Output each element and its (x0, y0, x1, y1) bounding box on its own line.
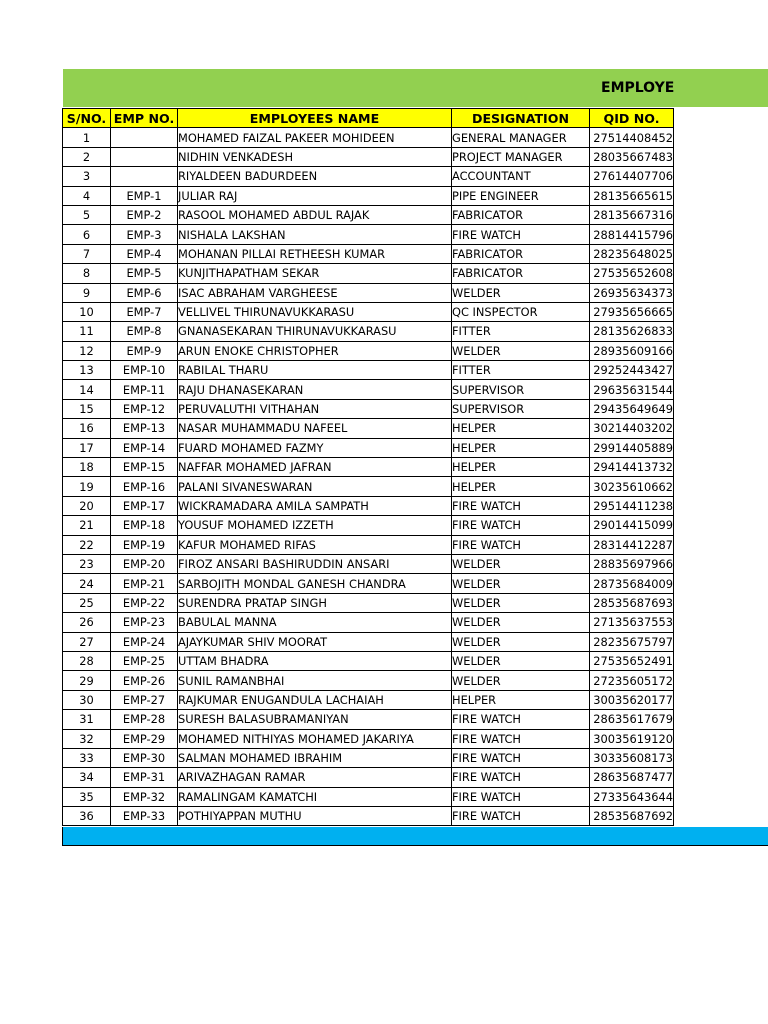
cell-emp-no[interactable]: EMP-12 (111, 399, 178, 418)
cell-employee-name[interactable]: NASAR MUHAMMADU NAFEEL (178, 419, 452, 438)
cell-designation[interactable]: WELDER (452, 554, 590, 573)
table-row (63, 807, 674, 826)
cell-sno[interactable]: 6 (63, 225, 111, 244)
cell-employee-name[interactable]: SALMAN MOHAMED IBRAHIM (178, 748, 452, 767)
employee-table (62, 108, 674, 826)
cell-sno[interactable]: 29 (63, 671, 111, 690)
cell-emp-no[interactable]: EMP-24 (111, 632, 178, 651)
cell-emp-no[interactable]: EMP-6 (111, 283, 178, 302)
table-row (63, 574, 674, 593)
cell-sno[interactable]: 3 (63, 167, 111, 186)
cell-employee-name[interactable]: RAMALINGAM KAMATCHI (178, 787, 452, 806)
header-row (63, 109, 674, 128)
cell-designation[interactable]: SUPERVISOR (452, 380, 590, 399)
cell-employee-name[interactable]: KUNJITHAPATHAM SEKAR (178, 264, 452, 283)
cell-qid-no[interactable]: 28635617679 (590, 710, 674, 729)
table-row (63, 361, 674, 380)
table-row (63, 225, 674, 244)
cell-qid-no[interactable]: 27535652608 (590, 264, 674, 283)
cell-designation[interactable]: HELPER (452, 477, 590, 496)
table-row (63, 516, 674, 535)
table-row (63, 186, 674, 205)
cell-employee-name[interactable]: SUNIL RAMANBHAI (178, 671, 452, 690)
cell-emp-no[interactable]: EMP-11 (111, 380, 178, 399)
cell-designation[interactable]: FIRE WATCH (452, 710, 590, 729)
cell-emp-no[interactable]: EMP-4 (111, 244, 178, 263)
cell-sno[interactable]: 11 (63, 322, 111, 341)
cell-sno[interactable]: 20 (63, 496, 111, 515)
cell-emp-no[interactable]: EMP-14 (111, 438, 178, 457)
cell-designation[interactable]: FABRICATOR (452, 264, 590, 283)
cell-employee-name[interactable]: YOUSUF MOHAMED IZZETH (178, 516, 452, 535)
cell-employee-name[interactable]: UTTAM BHADRA (178, 651, 452, 670)
cell-employee-name[interactable]: ARUN ENOKE CHRISTOPHER (178, 341, 452, 360)
table-row (63, 690, 674, 709)
cell-designation[interactable]: WELDER (452, 671, 590, 690)
table-row (63, 458, 674, 477)
cell-employee-name[interactable]: FUARD MOHAMED FAZMY (178, 438, 452, 457)
table-row (63, 205, 674, 224)
cell-qid-no[interactable]: 28635687477 (590, 768, 674, 787)
cell-sno[interactable]: 34 (63, 768, 111, 787)
cell-sno[interactable]: 16 (63, 419, 111, 438)
table-row (63, 651, 674, 670)
header-designation[interactable]: DESIGNATION (452, 109, 590, 128)
cell-qid-no[interactable]: 28135667316 (590, 205, 674, 224)
cell-sno[interactable]: 28 (63, 651, 111, 670)
cell-employee-name[interactable]: MOHAMED FAIZAL PAKEER MOHIDEEN (178, 128, 452, 147)
cell-employee-name[interactable]: AJAYKUMAR SHIV MOORAT (178, 632, 452, 651)
cell-emp-no[interactable]: EMP-25 (111, 651, 178, 670)
cell-employee-name[interactable]: KAFUR MOHAMED RIFAS (178, 535, 452, 554)
cell-designation[interactable]: FIRE WATCH (452, 535, 590, 554)
cell-employee-name[interactable]: NIDHIN VENKADESH (178, 147, 452, 166)
cell-employee-name[interactable]: RABILAL THARU (178, 361, 452, 380)
cell-qid-no[interactable]: 28314412287 (590, 535, 674, 554)
cell-sno[interactable]: 21 (63, 516, 111, 535)
cell-emp-no[interactable]: EMP-19 (111, 535, 178, 554)
cell-designation[interactable]: WELDER (452, 632, 590, 651)
cell-employee-name[interactable]: RAJU DHANASEKARAN (178, 380, 452, 399)
table-row (63, 554, 674, 573)
cell-designation[interactable]: FIRE WATCH (452, 807, 590, 826)
cell-qid-no[interactable]: 28735684009 (590, 574, 674, 593)
cell-employee-name[interactable]: RAJKUMAR ENUGANDULA LACHAIAH (178, 690, 452, 709)
table-row (63, 613, 674, 632)
cell-emp-no[interactable]: EMP-15 (111, 458, 178, 477)
header-employee-name[interactable]: EMPLOYEES NAME (178, 109, 452, 128)
cell-qid-no[interactable]: 28235675797 (590, 632, 674, 651)
cell-sno[interactable]: 4 (63, 186, 111, 205)
cell-employee-name[interactable]: SURESH BALASUBRAMANIYAN (178, 710, 452, 729)
cell-qid-no[interactable]: 27514408452 (590, 128, 674, 147)
cell-emp-no[interactable]: EMP-32 (111, 787, 178, 806)
cell-qid-no[interactable]: 30035620177 (590, 690, 674, 709)
cell-designation[interactable]: FITTER (452, 322, 590, 341)
cell-designation[interactable]: FABRICATOR (452, 205, 590, 224)
cell-designation[interactable]: SUPERVISOR (452, 399, 590, 418)
cell-employee-name[interactable]: BABULAL MANNA (178, 613, 452, 632)
cell-designation[interactable]: FIRE WATCH (452, 768, 590, 787)
table-row (63, 477, 674, 496)
cell-emp-no[interactable]: EMP-9 (111, 341, 178, 360)
table-row (63, 438, 674, 457)
table-row (63, 167, 674, 186)
cell-designation[interactable]: WELDER (452, 341, 590, 360)
cell-designation[interactable]: FIRE WATCH (452, 787, 590, 806)
cell-emp-no[interactable]: EMP-27 (111, 690, 178, 709)
cell-qid-no[interactable]: 29414413732 (590, 458, 674, 477)
cell-sno[interactable]: 7 (63, 244, 111, 263)
table-row (63, 380, 674, 399)
cell-sno[interactable]: 35 (63, 787, 111, 806)
table-header (63, 109, 674, 128)
footer-bar (62, 827, 768, 846)
cell-emp-no[interactable]: EMP-18 (111, 516, 178, 535)
cell-emp-no[interactable]: EMP-2 (111, 205, 178, 224)
cell-employee-name[interactable]: VELLIVEL THIRUNAVUKKARASU (178, 302, 452, 321)
cell-qid-no[interactable]: 29514411238 (590, 496, 674, 515)
cell-employee-name[interactable]: MOHANAN PILLAI RETHEESH KUMAR (178, 244, 452, 263)
cell-qid-no[interactable]: 28535687692 (590, 807, 674, 826)
cell-designation[interactable]: QC INSPECTOR (452, 302, 590, 321)
cell-qid-no[interactable]: 27535652491 (590, 651, 674, 670)
cell-qid-no[interactable]: 28935609166 (590, 341, 674, 360)
cell-designation[interactable]: FIRE WATCH (452, 225, 590, 244)
cell-qid-no[interactable]: 27614407706 (590, 167, 674, 186)
cell-qid-no[interactable]: 28835697966 (590, 554, 674, 573)
table-row (63, 710, 674, 729)
cell-sno[interactable]: 24 (63, 574, 111, 593)
cell-designation[interactable]: PIPE ENGINEER (452, 186, 590, 205)
cell-emp-no[interactable]: EMP-26 (111, 671, 178, 690)
cell-emp-no[interactable] (111, 167, 178, 186)
cell-qid-no[interactable]: 27335643644 (590, 787, 674, 806)
cell-sno[interactable]: 25 (63, 593, 111, 612)
cell-employee-name[interactable]: ARIVAZHAGAN RAMAR (178, 768, 452, 787)
cell-sno[interactable]: 10 (63, 302, 111, 321)
header-sno[interactable]: S/NO. (63, 109, 111, 128)
table-row (63, 341, 674, 360)
header-qid-no[interactable]: QID NO. (590, 109, 674, 128)
cell-emp-no[interactable]: EMP-7 (111, 302, 178, 321)
cell-sno[interactable]: 14 (63, 380, 111, 399)
cell-emp-no[interactable]: EMP-13 (111, 419, 178, 438)
table-row (63, 399, 674, 418)
cell-designation[interactable]: FIRE WATCH (452, 729, 590, 748)
cell-employee-name[interactable]: PERUVALUTHI VITHAHAN (178, 399, 452, 418)
cell-designation[interactable]: ACCOUNTANT (452, 167, 590, 186)
title-bar (63, 69, 768, 107)
cell-designation[interactable]: FIRE WATCH (452, 748, 590, 767)
cell-employee-name[interactable]: WICKRAMADARA AMILA SAMPATH (178, 496, 452, 515)
cell-qid-no[interactable]: 28135665615 (590, 186, 674, 205)
cell-emp-no[interactable]: EMP-33 (111, 807, 178, 826)
cell-emp-no[interactable]: EMP-21 (111, 574, 178, 593)
table-row (63, 302, 674, 321)
cell-qid-no[interactable]: 27235605172 (590, 671, 674, 690)
cell-emp-no[interactable]: EMP-1 (111, 186, 178, 205)
cell-sno[interactable]: 18 (63, 458, 111, 477)
cell-sno[interactable]: 27 (63, 632, 111, 651)
cell-sno[interactable]: 26 (63, 613, 111, 632)
cell-emp-no[interactable]: EMP-23 (111, 613, 178, 632)
cell-qid-no[interactable]: 27135637553 (590, 613, 674, 632)
cell-emp-no[interactable] (111, 128, 178, 147)
table-row (63, 768, 674, 787)
cell-employee-name[interactable]: RIYALDEEN BADURDEEN (178, 167, 452, 186)
cell-emp-no[interactable]: EMP-28 (111, 710, 178, 729)
cell-emp-no[interactable]: EMP-8 (111, 322, 178, 341)
cell-employee-name[interactable]: MOHAMED NITHIYAS MOHAMED JAKARIYA (178, 729, 452, 748)
cell-emp-no[interactable]: EMP-16 (111, 477, 178, 496)
table-body (63, 128, 674, 826)
cell-employee-name[interactable]: JULIAR RAJ (178, 186, 452, 205)
table-row (63, 535, 674, 554)
sheet-title: EMPLOYE (601, 80, 675, 96)
cell-emp-no[interactable]: EMP-20 (111, 554, 178, 573)
cell-sno[interactable]: 23 (63, 554, 111, 573)
cell-designation[interactable]: FIRE WATCH (452, 496, 590, 515)
cell-sno[interactable]: 36 (63, 807, 111, 826)
cell-sno[interactable]: 17 (63, 438, 111, 457)
cell-employee-name[interactable]: SURENDRA PRATAP SINGH (178, 593, 452, 612)
cell-qid-no[interactable]: 29635631544 (590, 380, 674, 399)
cell-designation[interactable]: HELPER (452, 458, 590, 477)
cell-employee-name[interactable]: NISHALA LAKSHAN (178, 225, 452, 244)
cell-designation[interactable]: HELPER (452, 419, 590, 438)
cell-employee-name[interactable]: FIROZ ANSARI BASHIRUDDIN ANSARI (178, 554, 452, 573)
table-row (63, 671, 674, 690)
cell-qid-no[interactable]: 30214403202 (590, 419, 674, 438)
table-row (63, 128, 674, 147)
cell-qid-no[interactable]: 29914405889 (590, 438, 674, 457)
cell-emp-no[interactable]: EMP-3 (111, 225, 178, 244)
cell-qid-no[interactable]: 29435649649 (590, 399, 674, 418)
cell-sno[interactable]: 22 (63, 535, 111, 554)
cell-designation[interactable]: HELPER (452, 438, 590, 457)
cell-employee-name[interactable]: POTHIYAPPAN MUTHU (178, 807, 452, 826)
cell-qid-no[interactable]: 29014415099 (590, 516, 674, 535)
header-emp-no[interactable]: EMP NO. (111, 109, 178, 128)
cell-employee-name[interactable]: RASOOL MOHAMED ABDUL RAJAK (178, 205, 452, 224)
cell-qid-no[interactable]: 28535687693 (590, 593, 674, 612)
table-row (63, 748, 674, 767)
cell-employee-name[interactable]: GNANASEKARAN THIRUNAVUKKARASU (178, 322, 452, 341)
cell-sno[interactable]: 33 (63, 748, 111, 767)
cell-sno[interactable]: 31 (63, 710, 111, 729)
cell-sno[interactable]: 30 (63, 690, 111, 709)
cell-qid-no[interactable]: 28814415796 (590, 225, 674, 244)
cell-sno[interactable]: 32 (63, 729, 111, 748)
cell-qid-no[interactable]: 28035667483 (590, 147, 674, 166)
cell-designation[interactable]: WELDER (452, 574, 590, 593)
table-row (63, 244, 674, 263)
table-row (63, 496, 674, 515)
cell-qid-no[interactable]: 30235610662 (590, 477, 674, 496)
cell-designation[interactable]: WELDER (452, 613, 590, 632)
cell-sno[interactable]: 13 (63, 361, 111, 380)
cell-emp-no[interactable] (111, 147, 178, 166)
cell-qid-no[interactable]: 30035619120 (590, 729, 674, 748)
cell-emp-no[interactable]: EMP-17 (111, 496, 178, 515)
cell-emp-no[interactable]: EMP-22 (111, 593, 178, 612)
cell-emp-no[interactable]: EMP-10 (111, 361, 178, 380)
table-row (63, 147, 674, 166)
cell-sno[interactable]: 9 (63, 283, 111, 302)
cell-sno[interactable]: 2 (63, 147, 111, 166)
cell-sno[interactable]: 19 (63, 477, 111, 496)
cell-employee-name[interactable]: ISAC ABRAHAM VARGHEESE (178, 283, 452, 302)
cell-employee-name[interactable]: PALANI SIVANESWARAN (178, 477, 452, 496)
cell-employee-name[interactable]: NAFFAR MOHAMED JAFRAN (178, 458, 452, 477)
cell-designation[interactable]: PROJECT MANAGER (452, 147, 590, 166)
table-row (63, 283, 674, 302)
table-row (63, 593, 674, 612)
table-row (63, 264, 674, 283)
cell-qid-no[interactable]: 28135626833 (590, 322, 674, 341)
table-row (63, 322, 674, 341)
cell-designation[interactable]: WELDER (452, 593, 590, 612)
table-row (63, 729, 674, 748)
cell-designation[interactable]: WELDER (452, 283, 590, 302)
cell-designation[interactable]: HELPER (452, 690, 590, 709)
cell-sno[interactable]: 8 (63, 264, 111, 283)
cell-emp-no[interactable]: EMP-5 (111, 264, 178, 283)
cell-sno[interactable]: 12 (63, 341, 111, 360)
cell-designation[interactable]: FITTER (452, 361, 590, 380)
table-row (63, 632, 674, 651)
cell-qid-no[interactable]: 29252443427 (590, 361, 674, 380)
cell-emp-no[interactable]: EMP-30 (111, 748, 178, 767)
cell-employee-name[interactable]: SARBOJITH MONDAL GANESH CHANDRA (178, 574, 452, 593)
cell-qid-no[interactable]: 28235648025 (590, 244, 674, 263)
cell-qid-no[interactable]: 27935656665 (590, 302, 674, 321)
cell-designation[interactable]: WELDER (452, 651, 590, 670)
table-row (63, 419, 674, 438)
cell-emp-no[interactable]: EMP-31 (111, 768, 178, 787)
cell-designation[interactable]: GENERAL MANAGER (452, 128, 590, 147)
cell-qid-no[interactable]: 30335608173 (590, 748, 674, 767)
cell-designation[interactable]: FABRICATOR (452, 244, 590, 263)
cell-sno[interactable]: 1 (63, 128, 111, 147)
cell-emp-no[interactable]: EMP-29 (111, 729, 178, 748)
cell-qid-no[interactable]: 26935634373 (590, 283, 674, 302)
cell-designation[interactable]: FIRE WATCH (452, 516, 590, 535)
cell-sno[interactable]: 5 (63, 205, 111, 224)
cell-sno[interactable]: 15 (63, 399, 111, 418)
table-row (63, 787, 674, 806)
